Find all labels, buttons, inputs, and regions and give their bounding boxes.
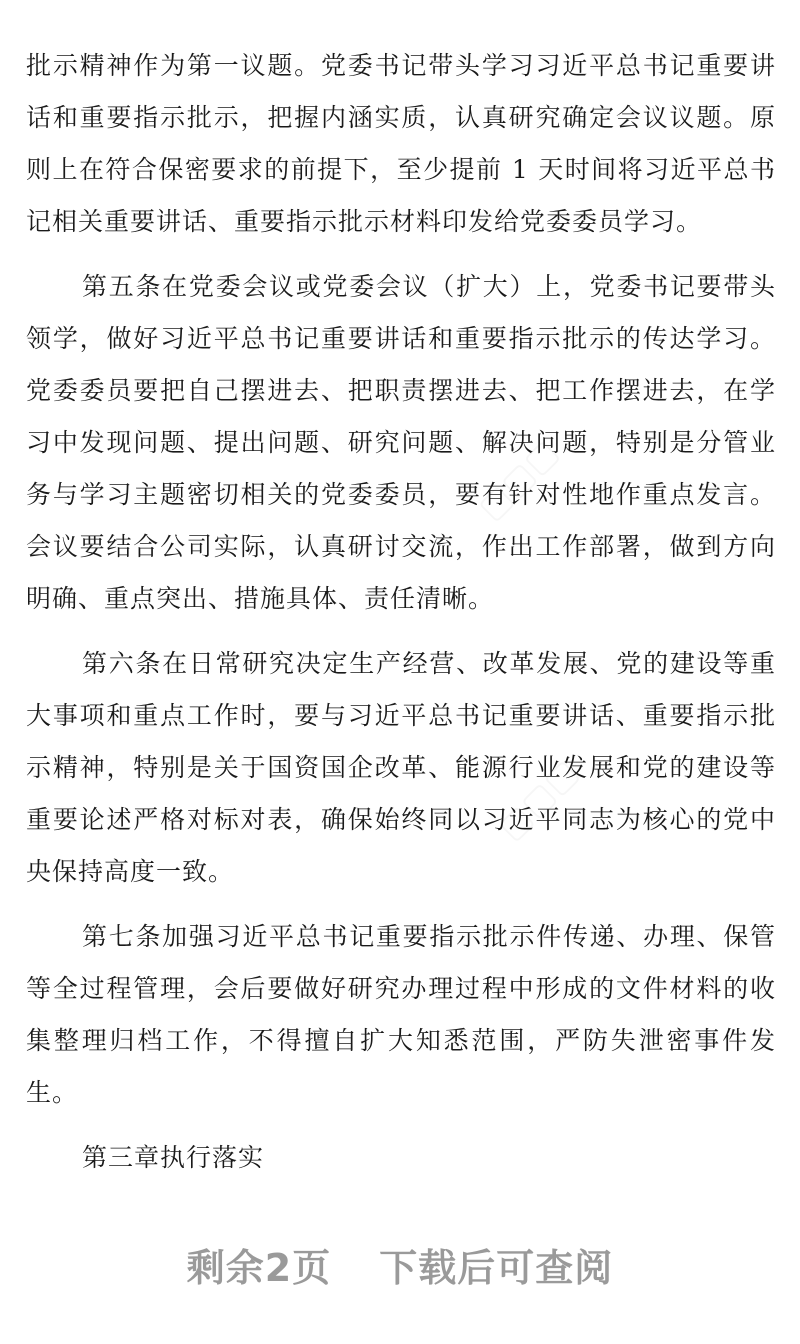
paragraph-article-6: 第六条在日常研究决定生产经营、改革发展、党的建设等重大事项和重点工作时，要与习近平总书记重要讲话、重要指示批示精神，特别是关于国资国企改革、能源行业发展和党的建设等重要论述严格对标对表，确保始终同以习近平同志为核心的党中央保持高度一致。 bbox=[26, 649, 776, 886]
remaining-pages-label: 剩余2页 bbox=[186, 1246, 332, 1290]
paragraph-article-5: 第五条在党委会议或党委会议（扩大）上，党委书记要带头领学，做好习近平总书记重要讲话和重要指示批示的传达学习。党委委员要把自己摆进去、把职责摆进去、把工作摆进去，在学习中发现问题、提出问题、研究问题、解决问题，特别是分管业务与学习主题密切相关的党委委员，要有针对性地作重点发言。会议要结合公司实际，认真研讨交流，作出工作部署，做到方向明确、重点突出、措施具体、责任清晰。 bbox=[26, 272, 776, 613]
paragraph-continuation: 批示精神作为第一议题。党委书记带头学习习近平总书记重要讲话和重要指示批示，把握内涵实质，认真研究确定会议议题。原则上在符合保密要求的前提下，至少提前 1 天时间将习近平总书记相关重要讲话、重要指示批示材料印发给党委委员学习。 bbox=[26, 51, 776, 236]
chapter-heading: 第三章执行落实 bbox=[82, 1143, 265, 1172]
download-prompt[interactable] bbox=[0, 1240, 800, 1296]
download-hint-label: 下载后可查阅 bbox=[379, 1246, 614, 1290]
paragraph-article-7: 第七条加强习近平总书记重要指示批示件传递、办理、保管等全过程管理，会后要做好研究办理过程中形成的文件材料的收集整理归档工作，不得擅自扩大知悉范围，严防失泄密事件发生。 bbox=[26, 922, 776, 1107]
document-body bbox=[26, 40, 776, 1184]
